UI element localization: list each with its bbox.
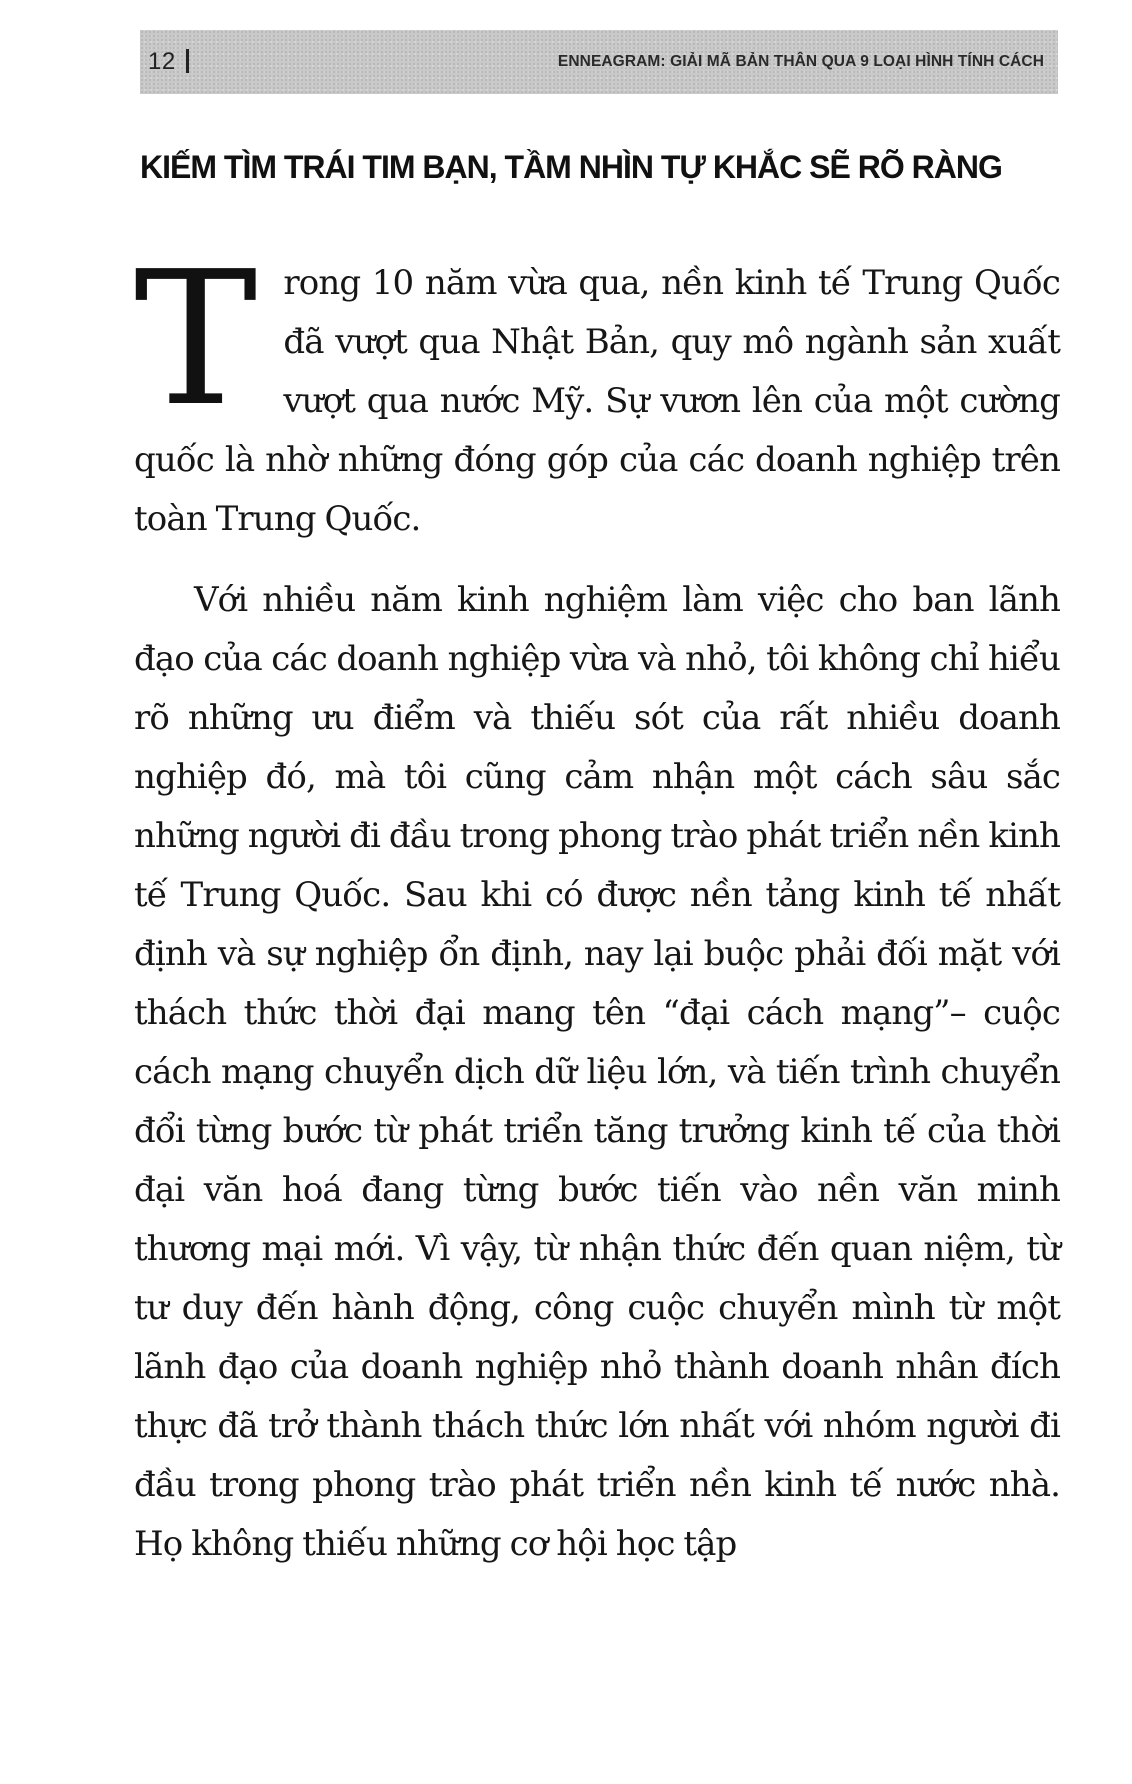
body-text xyxy=(134,231,1060,1574)
paragraph-2: Với nhiều năm kinh nghiệm làm việc cho ban lãnh đạo của các doanh nghiệp vừa và nhỏ, tôi không chỉ hiểu rõ những ưu điểm và thiếu sót của rất nhiều doanh nghiệp đó, mà tôi cũng cảm nhận một cách sâu sắc những người đi đầu trong phong trào phát triển nền kinh tế Trung Quốc. Sau khi có được nền tảng kinh tế nhất định và sự nghiệp ổn định, nay lại buộc phải đối mặt với thách thức thời đại mang tên “đại cách mạng”– cuộc cách mạng chuyển dịch dữ liệu lớn, và tiến trình chuyển đổi từng bước từ phát triển tăng trưởng kinh tế của thời đại văn hoá đang từng bước tiến vào nền văn minh thương mại mới. Vì vậy, từ nhận thức đến quan niệm, từ tư duy đến hành động, công cuộc chuyển mình từ một lãnh đạo của doanh nghiệp nhỏ thành doanh nhân đích thực đã trở thành thách thức lớn nhất với nhóm người đi đầu trong phong trào phát triển nền kinh tế nước nhà. Họ không thiếu những cơ hội học tập xyxy=(134,580,1060,1564)
drop-cap: T xyxy=(134,231,258,447)
header-separator xyxy=(186,49,189,73)
page-number: 12 xyxy=(148,48,176,75)
chapter-title: KIẾM TÌM TRÁI TIM BẠN, TẦM NHÌN TỰ KHẮC SẼ RÕ RÀNG xyxy=(140,149,1002,185)
running-header xyxy=(140,30,1058,94)
page-number-group xyxy=(148,48,189,76)
book-title: ENNEAGRAM: GIẢI MÃ BẢN THÂN QUA 9 LOẠI HÌNH TÍNH CÁCH xyxy=(557,53,1044,70)
paragraph-1 xyxy=(134,231,1060,549)
paragraph-1-text: rong 10 năm vừa qua, nền kinh tế Trung Quốc đã vượt qua Nhật Bản, quy mô ngành sản xuất vượt qua nước Mỹ. Sự vươn lên của một cường quốc là nhờ những đóng góp của các doanh nghiệp trên toàn Trung Quốc. xyxy=(134,263,1060,539)
